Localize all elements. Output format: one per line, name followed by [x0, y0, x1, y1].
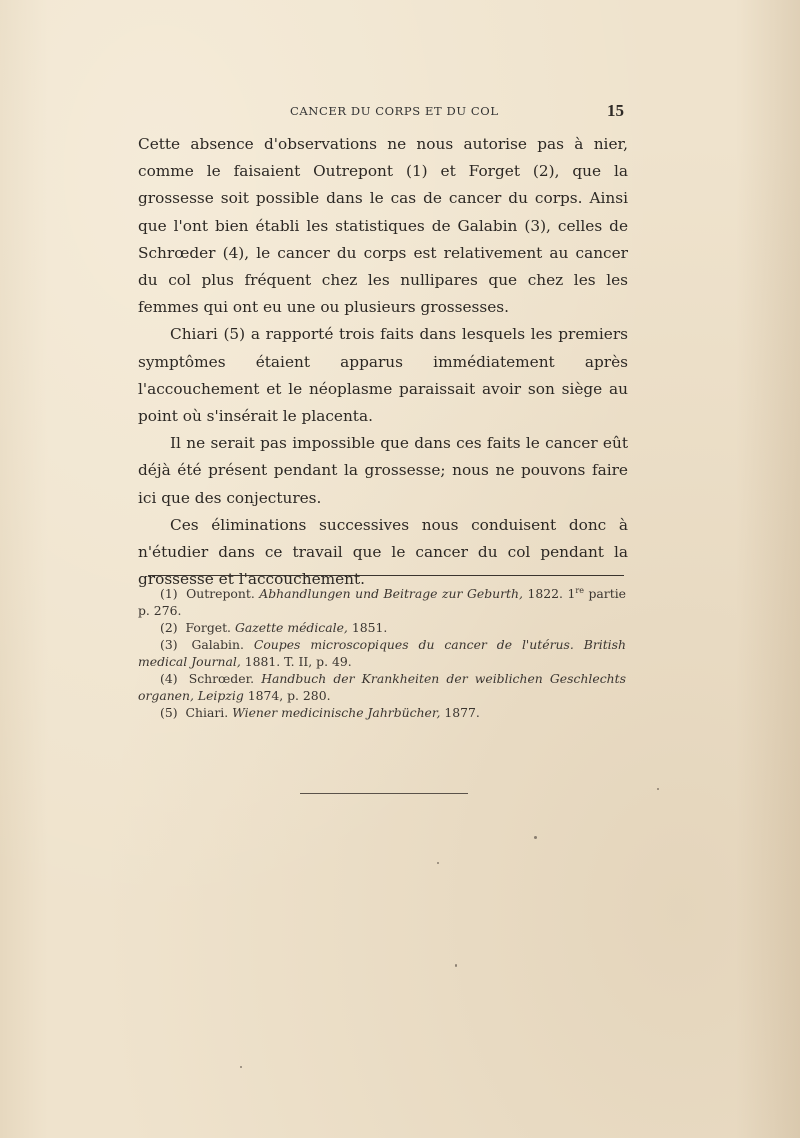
footnote-5	[138, 704, 626, 721]
footnote-author: Chiari.	[185, 705, 229, 720]
running-head	[140, 101, 626, 124]
footnote-author: Outrepont.	[186, 586, 255, 601]
footnote-title: Gazette médicale,	[234, 620, 348, 635]
footnote-superscript: re	[575, 585, 584, 595]
footnote-details: 1874, p. 280.	[247, 688, 331, 703]
footnote-title: Handbuch der Krankheiten der weiblichen Geschlechts organen, Leipzig	[138, 671, 626, 703]
paragraph-1: Cette absence d'observations ne nous autorise pas à nier, comme le faisaient Outrepont (1) et Forget (2), que la grossesse soit possible dans le cas de cancer du corps. Ainsi que l'ont bien établi les statistiques de Galabin (3), celles de Schrœder (4), le cancer du corps est relativement au cancer du col plus fréquent chez les nullipares que chez les les femmes qui ont eu une ou plusieurs grossesses.	[138, 135, 628, 317]
footnote-details-cont: partie p. 276.	[138, 586, 626, 618]
footnote-number: (5)	[160, 705, 178, 720]
footnote-title: Abhandlungen und Beitrage zur Geburth,	[259, 586, 523, 601]
chapter-end-rule	[300, 793, 468, 794]
running-title: CANCER DU CORPS ET DU COL	[290, 104, 499, 118]
footnote-number: (2)	[160, 620, 178, 635]
paper-speck	[437, 862, 439, 864]
footnote-author: Schrœder.	[188, 671, 255, 686]
footnote-author: Galabin.	[191, 637, 244, 652]
footnote-separator-rule	[148, 575, 624, 576]
paper-speck	[455, 964, 457, 967]
footnote-number: (3)	[160, 637, 178, 652]
footnote-details: 1877.	[444, 705, 480, 720]
paper-speck	[657, 788, 659, 790]
paragraph-3: Il ne serait pas impossible que dans ces faits le cancer eût déjà été présent pendant la grossesse; nous ne pouvons faire ici que des conjectures.	[138, 434, 628, 507]
page-number: 15	[607, 101, 624, 120]
paper-speck	[534, 836, 537, 839]
paper-speck	[240, 1066, 242, 1068]
footnote-number: (4)	[160, 671, 178, 686]
footnote-3	[138, 636, 626, 670]
footnote-author: Forget.	[185, 620, 231, 635]
footnote-title: Wiener medicinische Jahrbücher,	[232, 705, 441, 720]
footnote-number: (1)	[160, 586, 178, 601]
footnote-title: Coupes microscopiques du cancer de l'utérus. British medical Journal,	[138, 637, 626, 669]
footnote-4	[138, 670, 626, 704]
paragraph-4: Ces éliminations successives nous conduisent donc à n'étudier dans ce travail que le cancer du col pendant la grossesse et l'accouchement.	[138, 515, 628, 589]
footnote-2	[138, 619, 626, 636]
footnote-1	[138, 585, 626, 619]
footnotes	[138, 585, 626, 721]
footnote-details: 1822. 1	[527, 586, 576, 601]
footnote-details: 1851.	[351, 620, 388, 635]
footnote-details: 1881. T. II, p. 49.	[244, 654, 352, 669]
paragraph-2: Chiari (5) a rapporté trois faits dans lesquels les premiers symptômes étaient apparus immédiatement après l'accouchement et le néoplasme paraissait avoir son siège au point où s'insérait le placenta.	[138, 325, 628, 426]
body-text	[138, 131, 628, 593]
